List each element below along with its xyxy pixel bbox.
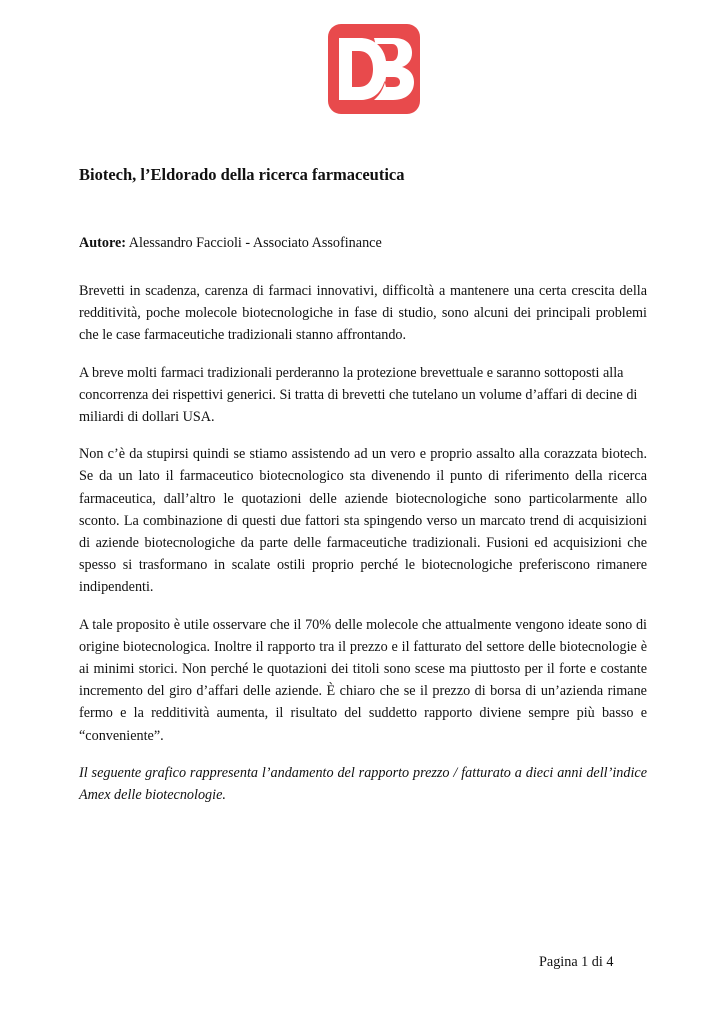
document-title: Biotech, l’Eldorado della ricerca farmaceutica [79,165,405,184]
document-body [79,280,647,821]
author-name: Alessandro Faccioli - Associato Assofinance [126,235,382,251]
paragraph-1: Brevetti in scadenza, carenza di farmaci innovativi, difficoltà a mantenere una certa crescita della redditività, poche molecole biotecnologiche in fase di studio, sono alcuni dei principali problemi che le case farmaceutiche tradizionali stanno affrontando. [79,283,647,344]
paragraph-3: Non c’è da stupirsi quindi se stiamo assistendo ad un vero e proprio assalto alla corazzata biotech. Se da un lato il farmaceutico biotecnologico sta divenendo il punto di riferimento della ricerca farmaceutica, dall’altro le quotazioni delle aziende biotecnologiche sono particolarmente allo sconto. La combinazione di questi due fattori sta spingendo verso un marcato trend di acquisizioni di aziende biotecnologiche da parte delle farmaceutiche tradizionali. Fusioni ed acquisizioni che spesso si trasformano in scalate ostili proprio perché le biotecnologiche preferiscono rimanere indipendenti. [79,446,647,596]
page-number: Pagina 1 di 4 [539,954,614,970]
author-line [79,235,382,252]
chart-intro-paragraph: Il seguente grafico rappresenta l’andamento del rapporto prezzo / fatturato a dieci anni dell’indice Amex delle biotecnologie. [79,764,647,804]
db-logo [328,24,420,114]
paragraph-4: A tale proposito è utile osservare che il 70% delle molecole che attualmente vengono ideate sono di origine biotecnologica. Inoltre il rapporto tra il prezzo e il fatturato del settore delle biotecnologie è ai minimi storici. Non perché le quotazioni dei titoli sono scese ma piuttosto per il forte e costante incremento del giro d’affari delle aziende. È chiaro che se il prezzo di borsa di un’azienda rimane fermo e la redditività aumenta, il risultato del suddetto rapporto diviene sempre più basso e “conveniente”. [79,616,647,744]
author-label: Autore: [79,235,127,251]
paragraph-2: A breve molti farmaci tradizionali perderanno la protezione brevettuale e saranno sottoposti alla concorrenza dei rispettivi generici. Si tratta di brevetti che tutelano un volume d’affari di decine di miliardi di dollari USA. [79,364,638,426]
